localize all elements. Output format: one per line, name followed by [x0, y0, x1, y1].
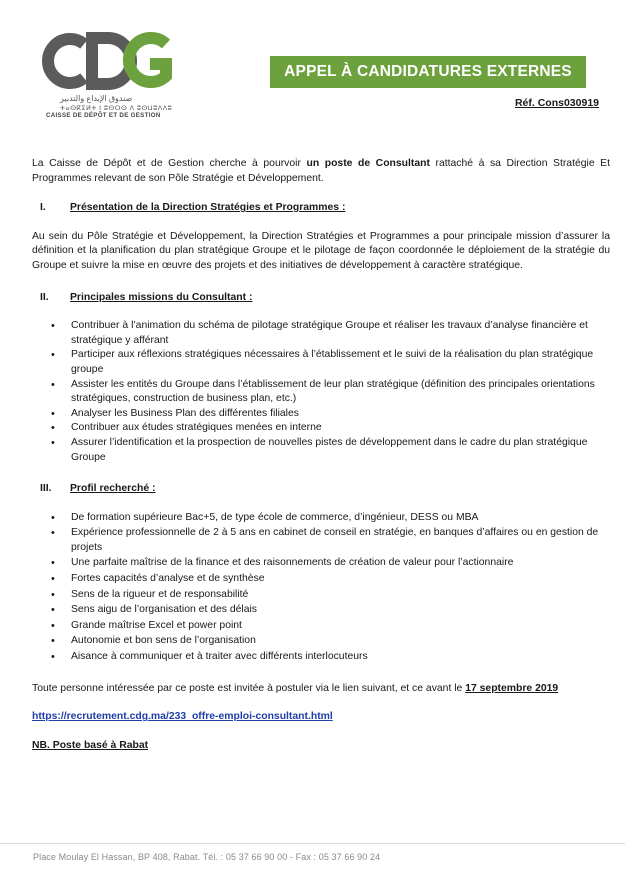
intro-position-title: un poste de Consultant	[306, 158, 430, 169]
application-instructions	[32, 682, 610, 697]
list-item: • Sens de la rigueur et de responsabilité	[32, 588, 610, 603]
intro-paragraph	[32, 157, 610, 186]
intro-text-start: La Caisse de Dépôt et de Gestion cherche à pourvoir	[32, 158, 307, 169]
intro-text-end: rattaché à sa Direction Stratégie Et Programmes relevant de son Pôle Stratégie et Développement.	[32, 158, 610, 184]
section-number: II.	[40, 291, 49, 303]
location-note: NB. Poste basé à Rabat	[32, 739, 149, 751]
deadline-date: 17 septembre 2019	[465, 682, 559, 694]
section-title: Présentation de la Direction Stratégies et Programmes :	[70, 202, 346, 214]
list-item: • Assister les entités du Groupe dans l’établissement de leur plan stratégique (définition des principales orientations stratégiques, construction de business plan, etc.)	[32, 378, 610, 407]
list-item: • Contribuer à l’animation du schéma de pilotage stratégique Groupe et réaliser les travaux d’analyse financière et stratégique y afférant	[32, 319, 610, 348]
list-item: • Assurer l’identification et la prospection de nouvelles pistes de développement dans le cadre du plan stratégique Groupe	[32, 436, 610, 465]
footer-divider	[0, 843, 625, 844]
list-item: • Sens aigu de l’organisation et des délais	[32, 603, 610, 618]
cdg-logo-mark	[42, 30, 174, 92]
section-heading-3	[32, 482, 610, 497]
document-body	[32, 157, 610, 753]
direction-description: Au sein du Pôle Stratégie et Développement, la Direction Stratégies et Programmes a pour principale mission d’assurer la définition et la planification du plan stratégique Groupe et le pilotage de façon coordonnée le déploiement de la stratégie du Groupe et suivre la mise en œuvre des projets et des initiatives de développement à caractère stratégique.	[32, 230, 610, 271]
logo-caption: CAISSE DE DÉPÔT ET DE GESTION	[46, 112, 161, 119]
footer-address: Place Moulay El Hassan, BP 408, Rabat. Tél. : 05 37 66 90 00 - Fax : 05 37 66 90 24	[33, 852, 381, 862]
section-title: Profil recherché :	[70, 483, 156, 495]
logo-tifinagh-name: ⵜⴰⵙⴽⵉⵍⵜ ⵏ ⵓⵙⵔⵙ ⴷ ⵓⵙⵡⵓⴷⴷⵓ	[60, 105, 173, 112]
list-item: • Contribuer aux études stratégiques menées en interne	[32, 421, 610, 436]
list-item: • De formation supérieure Bac+5, de type école de commerce, d’ingénieur, DESS ou MBA	[32, 511, 610, 526]
section-number: I.	[40, 202, 46, 214]
application-link[interactable]: https://recrutement.cdg.ma/233_offre-emploi-consultant.html	[32, 711, 333, 723]
closing-text: Toute personne intéressée par ce poste est invitée à postuler via le lien suivant, et ce avant le	[32, 682, 466, 694]
list-item: • Aisance à communiquer et à traiter avec différents interlocuteurs	[32, 650, 610, 665]
logo-arabic-name: صندوق الإيداع والتدبير	[60, 94, 133, 103]
section-heading-1	[32, 201, 610, 216]
reference-number: Réf. Cons030919	[514, 97, 599, 109]
list-item: • Autonomie et bon sens de l’organisation	[32, 634, 610, 649]
section-heading-2	[32, 291, 610, 306]
list-item: • Grande maîtrise Excel et power point	[32, 619, 610, 634]
section-number: III.	[40, 483, 52, 495]
section-title: Principales missions du Consultant :	[70, 291, 253, 303]
list-item: • Fortes capacités d’analyse et de synthèse	[32, 572, 610, 587]
list-item: • Participer aux réflexions stratégiques nécessaires à l’établissement et le suivi de la réalisation du plan stratégique groupe	[32, 348, 610, 377]
missions-list	[32, 319, 610, 465]
profile-list	[32, 511, 610, 665]
cdg-logo	[42, 30, 182, 125]
title-banner: APPEL À CANDIDATURES EXTERNES	[270, 56, 586, 88]
list-item: • Analyser les Business Plan des différentes filiales	[32, 407, 610, 422]
list-item: • Expérience professionnelle de 2 à 5 ans en cabinet de conseil en stratégie, en banques d’affaires ou en gestion de projets	[32, 526, 610, 555]
list-item: • Une parfaite maîtrise de la finance et des raisonnements de création de valeur pour l’actionnaire	[32, 556, 610, 571]
